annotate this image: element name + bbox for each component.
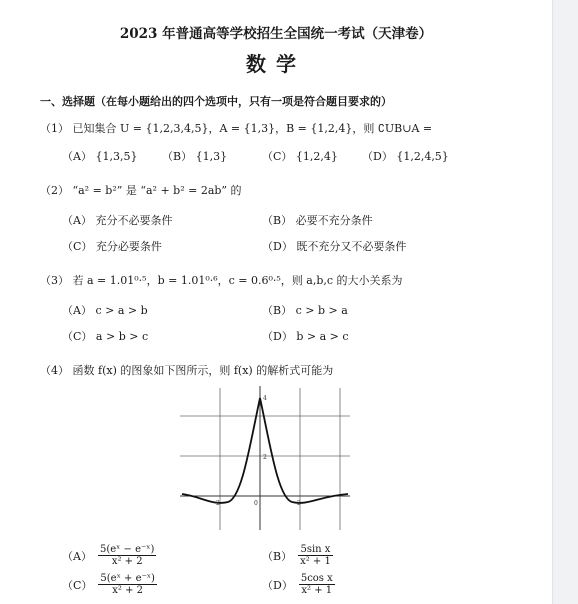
option-label: （A） xyxy=(62,150,92,163)
option-label: （B） xyxy=(162,150,193,163)
q4-option-d[interactable] xyxy=(262,573,335,596)
fraction-numerator: 5cos x xyxy=(300,573,333,584)
option-text: b > a > c xyxy=(296,330,349,343)
option-text: {1,2,4} xyxy=(295,150,338,163)
option-label: （D） xyxy=(262,578,293,592)
question-1 xyxy=(40,120,432,136)
tick-label: 2 xyxy=(263,454,267,461)
option-fraction xyxy=(98,573,157,596)
question-3-number: （3） xyxy=(40,274,69,287)
q2-option-b[interactable] xyxy=(262,212,373,228)
q2-option-a[interactable] xyxy=(62,212,172,228)
q3-option-d[interactable] xyxy=(262,328,349,344)
tick-label: 2 xyxy=(297,500,301,507)
option-text: {1,2,4,5} xyxy=(396,150,449,163)
option-text: {1,3,5} xyxy=(95,150,138,163)
question-2-stem: “a² = b²” 是 “a² + b² = 2ab” 的 xyxy=(72,184,242,197)
question-4-stem: 函数 f(x) 的图象如下图所示，则 f(x) 的解析式可能为 xyxy=(72,364,334,377)
option-text: c > b > a xyxy=(295,304,348,317)
q2-option-c[interactable] xyxy=(62,238,162,254)
function-curve xyxy=(182,398,348,503)
fraction-numerator: 5(eˣ − e⁻ˣ) xyxy=(99,544,155,555)
option-fraction xyxy=(298,544,333,567)
fraction-denominator: x² + 2 xyxy=(111,556,143,567)
tick-label: -2 xyxy=(214,500,220,507)
exam-title: 2023 年普通高等学校招生全国统一考试（天津卷） xyxy=(119,26,433,42)
fraction-denominator: x² + 2 xyxy=(112,585,144,596)
tick-label: 0 xyxy=(254,500,258,507)
fraction-denominator: x² + 1 xyxy=(301,585,333,596)
fraction-numerator: 5sin x xyxy=(298,544,333,556)
q3-option-b[interactable] xyxy=(262,302,348,318)
option-label: （A） xyxy=(62,214,92,227)
option-text: 充分不必要条件 xyxy=(95,214,173,227)
question-3-stem: 若 a = 1.01⁰·⁵，b = 1.01⁰·⁶，c = 0.6⁰·⁵，则 a,b,c 的大小关系为 xyxy=(72,274,403,287)
q1-option-d[interactable] xyxy=(362,148,449,164)
question-1-number: （1） xyxy=(40,122,69,135)
question-1-stem: 已知集合 U = {1,2,3,4,5}，A = {1,3}，B = {1,2,4}，则 ∁UB∪A = xyxy=(72,122,433,135)
option-label: （A） xyxy=(62,549,92,563)
option-label: （D） xyxy=(362,150,393,163)
option-label: （D） xyxy=(262,240,293,253)
option-label: （B） xyxy=(262,214,293,227)
question-4 xyxy=(40,362,333,378)
option-text: c > a > b xyxy=(95,304,148,317)
q3-option-a[interactable] xyxy=(62,302,148,318)
fraction-denominator: x² + 1 xyxy=(300,556,331,567)
option-label: （A） xyxy=(62,304,92,317)
right-sidebar-panel xyxy=(552,0,578,604)
q1-option-c[interactable] xyxy=(262,148,338,164)
q2-option-d[interactable] xyxy=(262,238,406,254)
option-text: 充分必要条件 xyxy=(95,240,162,253)
question-3 xyxy=(40,272,403,288)
q4-option-b[interactable] xyxy=(262,544,333,567)
option-label: （C） xyxy=(262,150,293,163)
option-label: （B） xyxy=(262,304,293,317)
option-fraction xyxy=(299,573,335,596)
tick-label: 4 xyxy=(263,395,267,402)
fraction-numerator: 5(eˣ + e⁻ˣ) xyxy=(100,573,155,584)
question-2-number: （2） xyxy=(40,184,69,197)
option-label: （B） xyxy=(262,549,293,563)
option-text: {1,3} xyxy=(195,150,228,163)
function-graph xyxy=(180,384,350,532)
option-fraction xyxy=(98,544,157,567)
section-heading: 一、选择题（在每小题给出的四个选项中，只有一项是符合题目要求的） xyxy=(40,95,392,108)
option-label: （C） xyxy=(62,578,93,592)
option-label: （D） xyxy=(262,330,293,343)
question-4-number: （4） xyxy=(40,364,69,377)
q3-option-c[interactable] xyxy=(62,328,148,344)
question-2 xyxy=(40,182,242,198)
q1-option-b[interactable] xyxy=(162,148,227,164)
subject-title: 数学 xyxy=(246,52,306,76)
q4-option-a[interactable] xyxy=(62,544,156,567)
option-text: 必要不充分条件 xyxy=(295,214,373,227)
q1-option-a[interactable] xyxy=(62,148,137,164)
q4-option-c[interactable] xyxy=(62,573,157,596)
option-label: （C） xyxy=(62,240,93,253)
option-text: 既不充分又不必要条件 xyxy=(296,240,407,253)
option-text: a > b > c xyxy=(95,330,149,343)
option-label: （C） xyxy=(62,330,93,343)
